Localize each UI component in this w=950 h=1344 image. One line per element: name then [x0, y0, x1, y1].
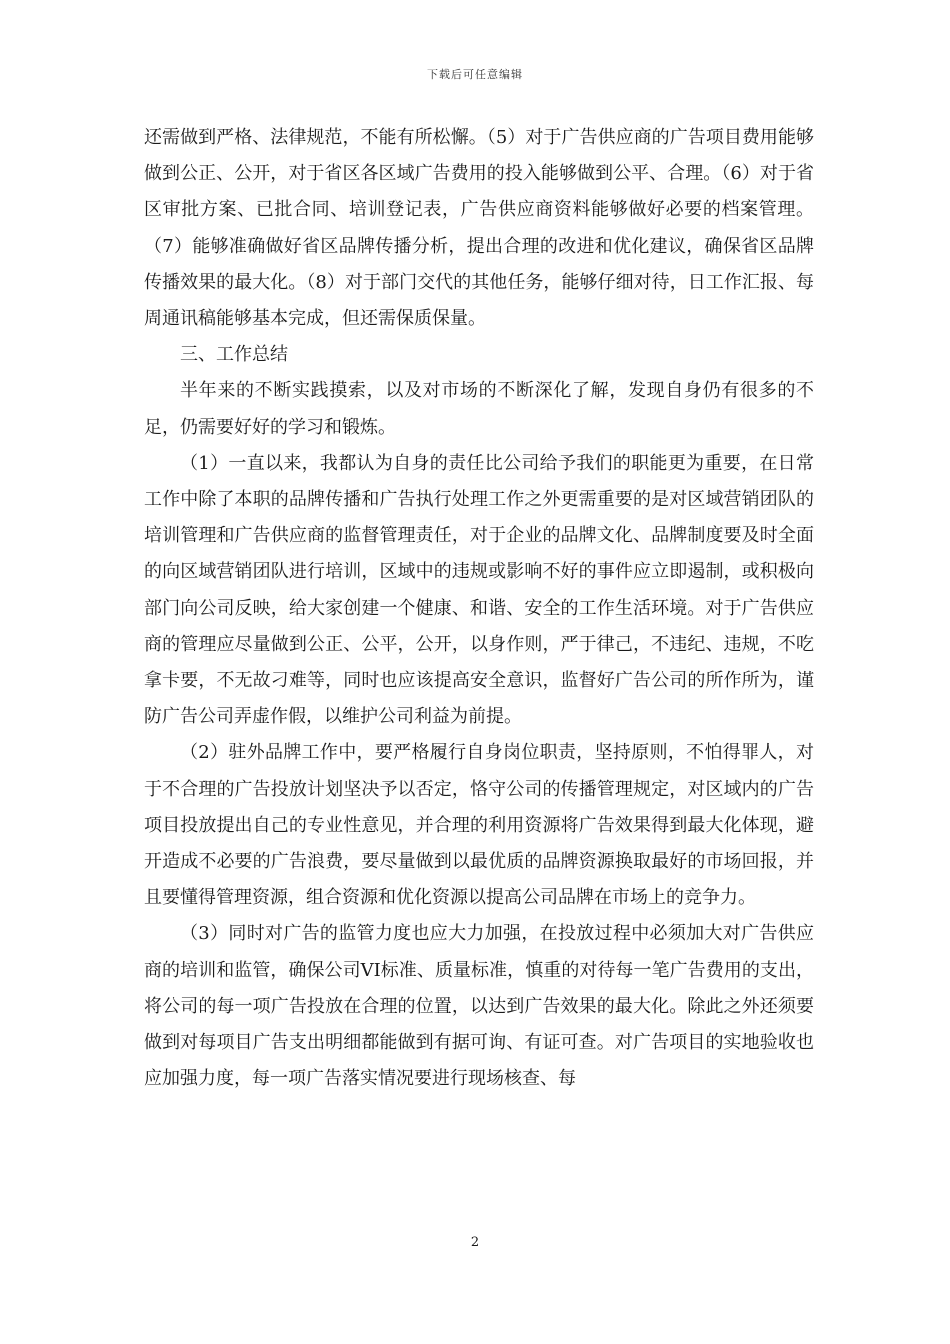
paragraph-point-1: （1）一直以来，我都认为自身的责任比公司给予我们的职能更为重要，在日常工作中除了本职的品牌传播和广告执行处理工作之外更需重要的是对区域营销团队的培训管理和广告供应商的监督管理责任，对于企业的品牌文化、品牌制度要及时全面的向区域营销团队进行培训，区域中的违规或影响不好的事件应立即遏制，或积极向部门向公司反映，给大家创建一个健康、和谐、安全的工作生活环境。对于广告供应商的管理应尽量做到公正、公平，公开，以身作则，严于律己，不违纪、违规，不吃拿卡要，不无故刁难等，同时也应该提高安全意识，监督好广告公司的所作所为，谨防广告公司弄虚作假，以维护公司利益为前提。 [144, 452, 814, 728]
page-number: 2 [470, 1235, 480, 1250]
page-header: 下载后可任意编辑 [427, 68, 523, 81]
paragraph-continuation: 还需做到严格、法律规范，不能有所松懈。（5）对于广告供应商的广告项目费用能够做到公正、公开，对于省区各区域广告费用的投入能够做到公平、合理。（6）对于省区审批方案、已批合同、培训登记表，广告供应商资料能够做好必要的档案管理。（7）能够准确做好省区品牌传播分析，提出合理的改进和优化建议，确保省区品牌传播效果的最大化。（8）对于部门交代的其他任务，能够仔细对待，日工作汇报、每周通讯稿能够基本完成，但还需保质保量。 [144, 127, 814, 330]
document-body [144, 120, 814, 1097]
paragraph-point-2: （2）驻外品牌工作中，要严格履行自身岗位职责，坚持原则，不怕得罪人，对于不合理的广告投放计划坚决予以否定，恪守公司的传播管理规定，对区域内的广告项目投放提出自己的专业性意见，并合理的利用资源将广告效果得到最大化体现，避开造成不必要的广告浪费，要尽量做到以最优质的品牌资源换取最好的市场回报，并且要懂得管理资源，组合资源和优化资源以提高公司品牌在市场上的竞争力。 [144, 742, 814, 909]
paragraph-point-3: （3）同时对广告的监管力度也应大力加强，在投放过程中必须加大对广告供应商的培训和监管，确保公司VI标准、质量标准，慎重的对待每一笔广告费用的支出，将公司的每一项广告投放在合理的位置，以达到广告效果的最大化。除此之外还须要做到对每项目广告支出明细都能做到有据可询、有证可查。对广告项目的实地验收也应加强力度，每一项广告落实情况要进行现场核查、每 [144, 923, 814, 1090]
section-heading: 三、工作总结 [180, 344, 288, 366]
paragraph-summary-intro: 半年来的不断实践摸索，以及对市场的不断深化了解，发现自身仍有很多的不足，仍需要好好的学习和锻炼。 [144, 380, 814, 438]
